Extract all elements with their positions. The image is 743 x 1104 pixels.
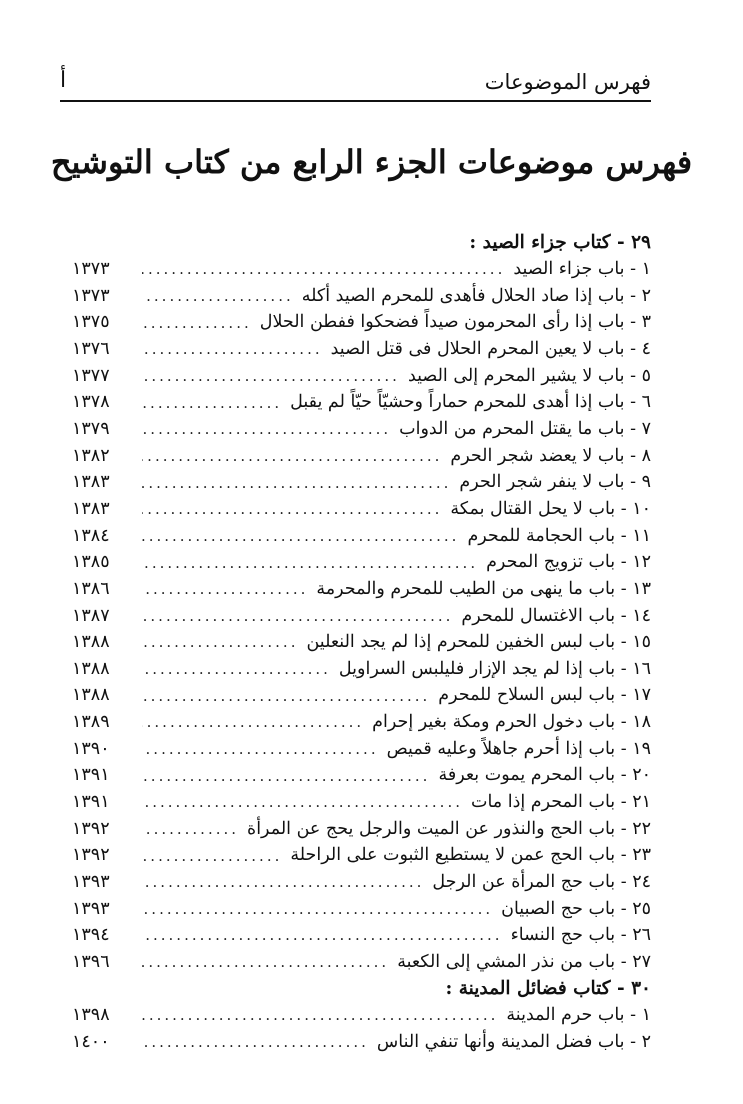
dot-leader <box>142 556 478 571</box>
entry-title: ١ - باب جزاء الصيد <box>513 259 651 280</box>
toc-entry <box>72 496 651 523</box>
entry-title: ٢٢ - باب الحج والنذور عن الميت والرجل يحج عن المرأة <box>247 818 651 839</box>
toc-entry <box>72 789 651 816</box>
entry-page-number: ١٣٩٣ <box>72 871 110 892</box>
entry-title: ٤ - باب لا يعين المحرم الحلال فى قتل الصيد <box>330 339 651 360</box>
toc-entry <box>72 710 651 737</box>
entry-page-number: ١٣٧٥ <box>72 312 110 333</box>
entry-title: ٥ - باب لا يشير المحرم إلى الصيد <box>407 365 651 386</box>
dot-leader <box>142 609 453 624</box>
entry-page-number: ١٣٧٣ <box>72 285 110 306</box>
entry-title: ٢٥ - باب حج الصبيان <box>501 898 651 919</box>
entry-title: ٢٠ - باب المحرم يموت بعرفة <box>438 765 651 786</box>
dot-leader <box>142 742 379 757</box>
entry-page-number: ١٤٠٠ <box>72 1031 110 1052</box>
entry-title: ٢٦ - باب حج النساء <box>510 925 651 946</box>
entry-title: ٦ - باب إذا أهدى للمحرم حماراً وحشيّاً حيّاً لم يقبل <box>290 392 651 413</box>
entry-page-number: ١٣٨٨ <box>72 658 110 679</box>
entry-page-number: ١٣٩٢ <box>72 845 110 866</box>
dot-leader <box>142 902 493 917</box>
entry-title: ٨ - باب لا يعضد شجر الحرم <box>450 445 651 466</box>
entry-page-number: ١٣٩٤ <box>72 925 110 946</box>
toc-entry <box>72 763 651 790</box>
entry-page-number: ١٣٨٢ <box>72 445 110 466</box>
dot-leader <box>142 502 442 517</box>
toc-entry <box>72 443 651 470</box>
entry-page-number: ١٣٧٨ <box>72 392 110 413</box>
toc-entry <box>72 923 651 950</box>
toc-entry <box>72 843 651 870</box>
entry-title: ١١ - باب الحجامة للمحرم <box>467 525 651 546</box>
entry-title: ٢٤ - باب حج المرأة عن الرجل <box>432 871 651 892</box>
toc-entry <box>72 576 651 603</box>
entry-title: ٢٣ - باب الحج عمن لا يستطيع الثبوت على الراحلة <box>290 845 651 866</box>
entry-page-number: ١٣٩٣ <box>72 898 110 919</box>
entry-page-number: ١٣٨٩ <box>72 712 110 733</box>
entry-title: ١ - باب حرم المدينة <box>506 1005 651 1026</box>
entry-title: ١٢ - باب تزويج المحرم <box>486 552 651 573</box>
dot-leader <box>142 289 294 304</box>
entry-title: ١٤ - باب الاغتسال للمحرم <box>461 605 651 626</box>
entry-page-number: ١٣٨٨ <box>72 632 110 653</box>
toc-entry <box>72 390 651 417</box>
dot-leader <box>142 262 505 277</box>
toc-entry <box>72 1003 651 1030</box>
toc-entry <box>72 310 651 337</box>
table-of-contents <box>72 230 651 1056</box>
dot-leader <box>142 875 424 890</box>
dot-leader <box>142 449 442 464</box>
dot-leader <box>142 1008 498 1023</box>
entry-page-number: ١٣٩١ <box>72 765 110 786</box>
dot-leader <box>142 582 308 597</box>
entry-title: ١٦ - باب إذا لم يجد الإزار فليلبس السراويل <box>338 658 651 679</box>
entry-page-number: ١٣٨٧ <box>72 605 110 626</box>
entry-page-number: ١٣٨٦ <box>72 578 110 599</box>
dot-leader <box>142 849 282 864</box>
dot-leader <box>142 529 459 544</box>
toc-entry <box>72 257 651 284</box>
entry-page-number: ١٣٧٧ <box>72 365 110 386</box>
entry-title: ٢١ - باب المحرم إذا مات <box>470 792 651 813</box>
dot-leader <box>142 1035 369 1050</box>
page-title: فهرس موضوعات الجزء الرابع من كتاب التوشيح <box>50 143 693 181</box>
toc-entry <box>72 283 651 310</box>
entry-title: ٧ - باب ما يقتل المحرم من الدواب <box>399 419 651 440</box>
toc-entry <box>72 523 651 550</box>
toc-entry <box>72 603 651 630</box>
section-heading: ٣٠ - كتاب فضائل المدينة : <box>445 978 651 999</box>
dot-leader <box>142 396 282 411</box>
toc-entry <box>72 869 651 896</box>
entry-page-number: ١٣٨٣ <box>72 498 110 519</box>
entry-page-number: ١٣٧٩ <box>72 419 110 440</box>
entry-page-number: ١٣٩١ <box>72 792 110 813</box>
section-heading: ٢٩ - كتاب جزاء الصيد : <box>469 232 651 254</box>
entry-page-number: ١٣٨٤ <box>72 525 110 546</box>
running-title: فهرس الموضوعات <box>484 70 651 94</box>
entry-title: ١٧ - باب لبس السلاح للمحرم <box>438 685 651 706</box>
toc-entry <box>72 630 651 657</box>
entry-page-number: ١٣٨٥ <box>72 552 110 573</box>
toc-entry <box>72 337 651 364</box>
entry-title: ١٣ - باب ما ينهى من الطيب للمحرم والمحرمة <box>316 578 651 599</box>
entry-title: ١٨ - باب دخول الحرم ومكة بغير إحرام <box>372 712 651 733</box>
entry-page-number: ١٣٩٦ <box>72 951 110 972</box>
entry-page-number: ١٣٨٣ <box>72 472 110 493</box>
dot-leader <box>142 795 463 810</box>
dot-leader <box>142 715 364 730</box>
dot-leader <box>142 316 252 331</box>
page-letter: أ <box>60 68 67 93</box>
dot-leader <box>142 955 389 970</box>
dot-leader <box>142 369 400 384</box>
entry-title: ٢٧ - باب من نذر المشي إلى الكعبة <box>397 951 651 972</box>
toc-entry <box>72 416 651 443</box>
entry-page-number: ١٣٩٢ <box>72 818 110 839</box>
entry-title: ١٠ - باب لا يحل القتال بمكة <box>450 498 651 519</box>
dot-leader <box>142 822 239 837</box>
entry-title: ١٥ - باب لبس الخفين للمحرم إذا لم يجد النعلين <box>306 632 651 653</box>
dot-leader <box>142 928 503 943</box>
entry-title: ٢ - باب إذا صاد الحلال فأهدى للمحرم الصيد أكله <box>301 285 651 306</box>
entry-page-number: ١٣٧٦ <box>72 339 110 360</box>
entry-title: ٩ - باب لا ينفر شجر الحرم <box>459 472 651 493</box>
dot-leader <box>142 769 430 784</box>
entry-page-number: ١٣٩٨ <box>72 1005 110 1026</box>
toc-entry <box>72 736 651 763</box>
toc-entry <box>72 896 651 923</box>
toc-entry <box>72 470 651 497</box>
entry-page-number: ١٣٧٣ <box>72 259 110 280</box>
toc-entry <box>72 1029 651 1056</box>
toc-entry <box>72 550 651 577</box>
toc-entry <box>72 656 651 683</box>
running-header <box>60 66 651 102</box>
toc-entry <box>72 363 651 390</box>
entry-page-number: ١٣٨٨ <box>72 685 110 706</box>
entry-title: ١٩ - باب إذا أحرم جاهلاً وعليه قميص <box>386 738 651 759</box>
dot-leader <box>142 689 430 704</box>
entry-title: ٢ - باب فضل المدينة وأنها تنفي الناس <box>376 1031 651 1052</box>
dot-leader <box>142 422 391 437</box>
entry-page-number: ١٣٩٠ <box>72 738 110 759</box>
dot-leader <box>142 342 323 357</box>
toc-entry <box>72 683 651 710</box>
dot-leader <box>142 662 331 677</box>
dot-leader <box>142 476 451 491</box>
dot-leader <box>142 635 298 650</box>
entry-title: ٣ - باب إذا رأى المحرمون صيداً فضحكوا ففطن الحلال <box>259 312 651 333</box>
toc-entry <box>72 816 651 843</box>
toc-entry <box>72 949 651 976</box>
